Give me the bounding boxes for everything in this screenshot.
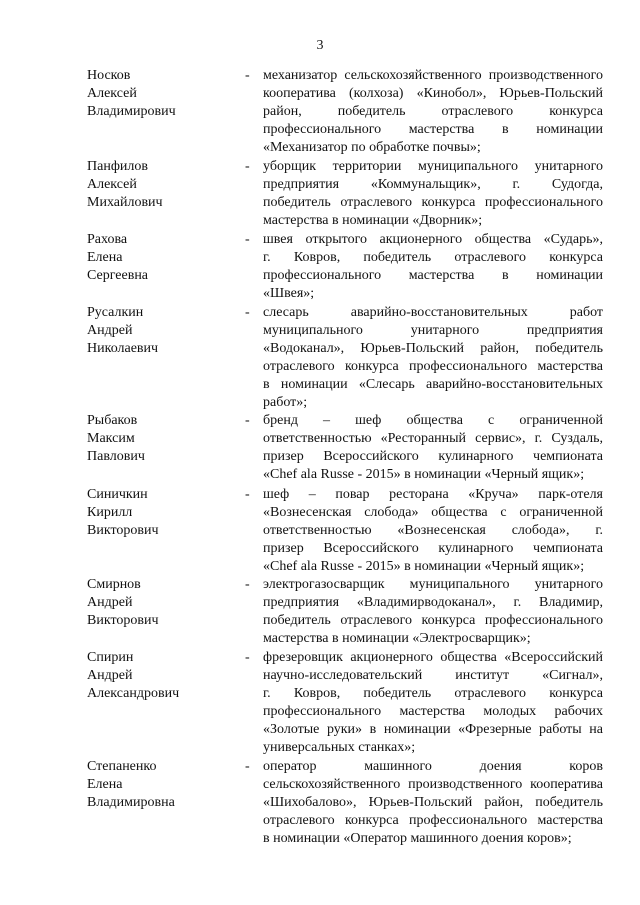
description-line: оператор машинного доения коров	[263, 759, 603, 774]
description-line: «Шихобалово», Юрьев-Польский район, победитель	[263, 795, 603, 810]
name-first-name: Алексей	[87, 86, 137, 101]
name-patronymic: Владимирович	[87, 104, 176, 119]
description-line: сельскохозяйственного производственного кооператива	[263, 777, 603, 792]
entry-dash: -	[245, 650, 250, 665]
description-line: уборщик территории муниципального унитарного	[263, 159, 603, 174]
name-first-name: Андрей	[87, 595, 133, 610]
name-first-name: Максим	[87, 431, 135, 446]
description-line: механизатор сельскохозяйственного производственного	[263, 68, 603, 83]
page-number: 3	[316, 38, 324, 53]
name-first-name: Кирилл	[87, 505, 133, 520]
description-line: универсальных станках»;	[263, 740, 416, 755]
person-name	[87, 412, 237, 466]
name-surname: Степаненко	[87, 759, 157, 774]
name-first-name: Елена	[87, 250, 123, 265]
name-patronymic: Викторович	[87, 523, 159, 538]
description-line: мастерства в номинации «Электросварщик»;	[263, 631, 531, 646]
description-line: мастерства в номинации «Дворник»;	[263, 213, 483, 228]
entry-description	[263, 158, 603, 230]
entry-description	[263, 649, 603, 757]
entry-description	[263, 412, 603, 484]
description-line: фрезеровщик акционерного общества «Всероссийский	[263, 650, 603, 665]
name-surname: Рыбаков	[87, 413, 138, 428]
description-line: предприятия «Коммунальщик», г. Судогда,	[263, 177, 603, 192]
name-surname: Смирнов	[87, 577, 141, 592]
description-line: швея открытого акционерного общества «Сударь»,	[263, 232, 603, 247]
description-line: слесарь аварийно-восстановительных работ	[263, 305, 603, 320]
entry-dash: -	[245, 577, 250, 592]
name-first-name: Алексей	[87, 177, 137, 192]
name-surname: Панфилов	[87, 159, 148, 174]
name-first-name: Елена	[87, 777, 123, 792]
entry-dash: -	[245, 413, 250, 428]
name-first-name: Андрей	[87, 323, 133, 338]
description-line: «Вознесенская слобода» общества с ограниченной	[263, 505, 603, 520]
entry-dash: -	[245, 759, 250, 774]
description-line: электрогазосварщик муниципального унитарного	[263, 577, 603, 592]
description-line: г. Ковров, победитель отраслевого конкурса	[263, 250, 603, 265]
description-line: победитель отраслевого конкурса профессионального	[263, 613, 603, 628]
description-line: профессионального мастерства молодых рабочих	[263, 704, 603, 719]
entry-dash: -	[245, 68, 250, 83]
description-line: призер Всероссийского кулинарного чемпионата	[263, 541, 603, 556]
description-line: профессионального мастерства в номинации	[263, 268, 603, 283]
description-line: г. Ковров, победитель отраслевого конкурса	[263, 686, 603, 701]
description-line: ответственностью «Вознесенская слобода», г.	[263, 523, 603, 538]
person-name	[87, 158, 237, 212]
description-line: «Механизатор по обработке почвы»;	[263, 140, 481, 155]
description-line: «Chef ala Russe - 2015» в номинации «Черный ящик»;	[263, 559, 585, 574]
entry-description	[263, 231, 603, 303]
description-line: «Chef ala Russe - 2015» в номинации «Черный ящик»;	[263, 467, 585, 482]
description-line: ответственностью «Ресторанный сервис», г. Суздаль,	[263, 431, 603, 446]
name-patronymic: Викторович	[87, 613, 159, 628]
description-line: научно-исследовательский институт «Сигнал»,	[263, 668, 603, 683]
description-line: отраслевого конкурса профессионального мастерства	[263, 813, 603, 828]
name-patronymic: Павлович	[87, 449, 145, 464]
name-first-name: Андрей	[87, 668, 133, 683]
entry-description	[263, 576, 603, 648]
name-patronymic: Владимировна	[87, 795, 175, 810]
description-line: «Золотые руки» в номинации «Фрезерные работы на	[263, 722, 603, 737]
description-line: район, победитель отраслевого конкурса	[263, 104, 603, 119]
name-patronymic: Сергеевна	[87, 268, 149, 283]
description-line: в номинации «Слесарь аварийно-восстановительных	[263, 377, 603, 392]
person-name	[87, 67, 237, 121]
person-name	[87, 486, 237, 540]
description-line: предприятия «Владимирводоканал», г. Владимир,	[263, 595, 603, 610]
entry-dash: -	[245, 159, 250, 174]
name-surname: Спирин	[87, 650, 134, 665]
entry-description	[263, 304, 603, 412]
description-line: отраслевого конкурса профессионального мастерства	[263, 359, 603, 374]
description-line: в номинации «Оператор машинного доения коров»;	[263, 831, 572, 846]
name-surname: Синичкин	[87, 487, 148, 502]
person-name	[87, 649, 237, 703]
person-name	[87, 576, 237, 630]
entry-description	[263, 486, 603, 576]
person-name	[87, 231, 237, 285]
name-surname: Русалкин	[87, 305, 144, 320]
description-line: «Водоканал», Юрьев-Польский район, победитель	[263, 341, 603, 356]
description-line: профессионального мастерства в номинации	[263, 122, 603, 137]
description-line: шеф – повар ресторана «Круча» парк-отеля	[263, 487, 603, 502]
name-patronymic: Александрович	[87, 686, 180, 701]
entry-dash: -	[245, 487, 250, 502]
entry-dash: -	[245, 232, 250, 247]
name-surname: Рахова	[87, 232, 128, 247]
description-line: призер Всероссийского кулинарного чемпионата	[263, 449, 603, 464]
description-line: «Швея»;	[263, 286, 315, 301]
entry-dash: -	[245, 305, 250, 320]
name-patronymic: Михайлович	[87, 195, 163, 210]
description-line: работ»;	[263, 395, 308, 410]
description-line: победитель отраслевого конкурса профессионального	[263, 195, 603, 210]
entry-description	[263, 758, 603, 848]
entry-description	[263, 67, 603, 157]
name-surname: Носков	[87, 68, 131, 83]
description-line: кооператива (колхоза) «Кинобол», Юрьев-Польский	[263, 86, 603, 101]
description-line: бренд – шеф общества с ограниченной	[263, 413, 603, 428]
description-line: муниципального унитарного предприятия	[263, 323, 603, 338]
person-name	[87, 304, 237, 358]
name-patronymic: Николаевич	[87, 341, 159, 356]
person-name	[87, 758, 237, 812]
